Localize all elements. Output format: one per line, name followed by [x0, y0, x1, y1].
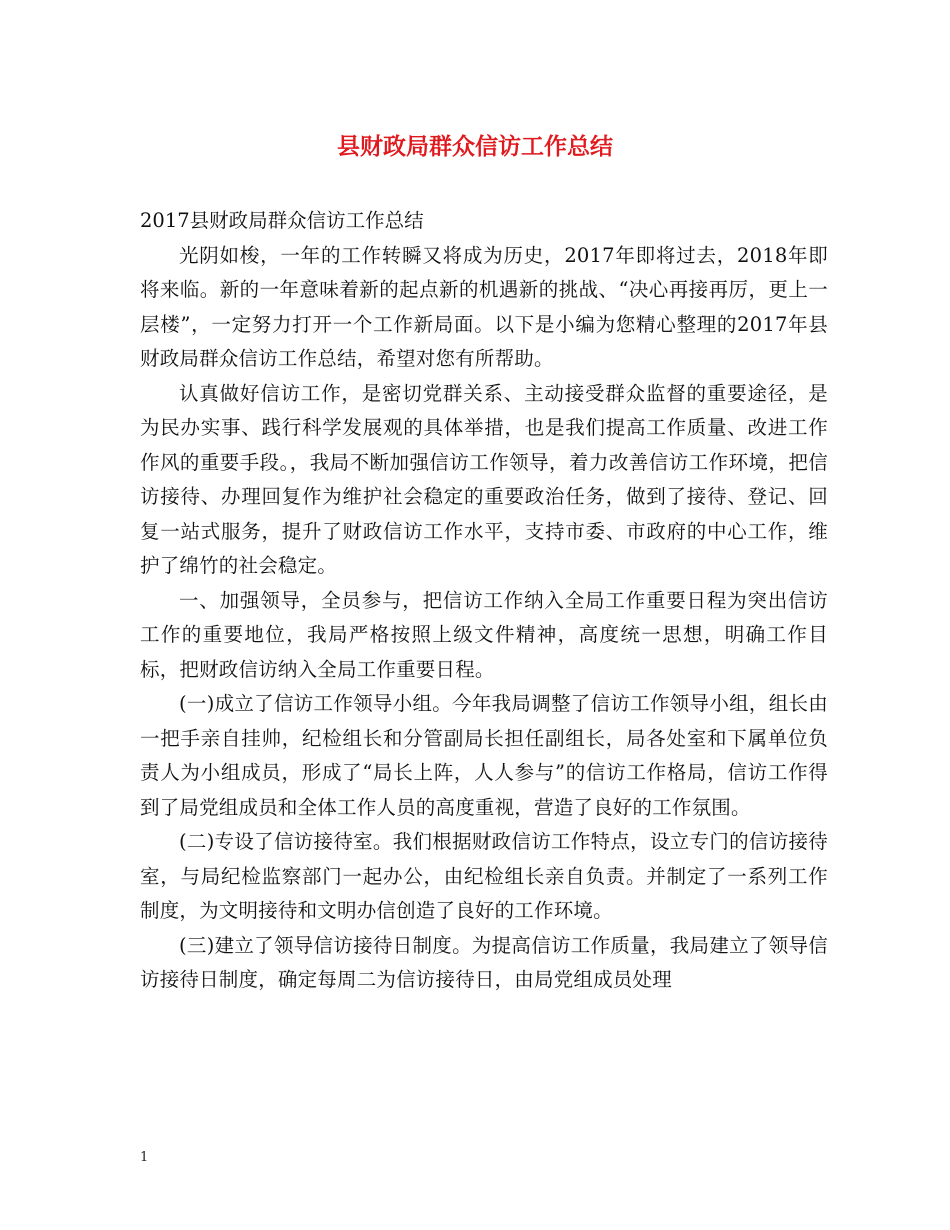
paragraph-item-3: (三)建立了领导信访接待日制度。为提高信访工作质量，我局建立了领导信访接待日制度，确定每周二为信访接待日，由局党组成员处理	[140, 933, 828, 991]
page-number: 1	[140, 1150, 149, 1165]
document-body	[140, 204, 828, 998]
document-title: 县财政局群众信访工作总结	[337, 133, 613, 160]
paragraph-item-2: (二)专设了信访接待室。我们根据财政信访工作特点，设立专门的信访接待室，与局纪检监察部门一起办公，由纪检组长亲自负责。并制定了一系列工作制度，为文明接待和文明办信创造了良好的工作环境。	[140, 830, 828, 922]
paragraph-overview: 认真做好信访工作，是密切党群关系、主动接受群众监督的重要途径，是为民办实事、践行科学发展观的具体举措，也是我们提高工作质量、改进工作作风的重要手段。，我局不断加强信访工作领导，着力改善信访工作环境，把信访接待、办理回复作为维护社会稳定的重要政治任务，做到了接待、登记、回复一站式服务，提升了财政信访工作水平，支持市委、市政府的中心工作，维护了绵竹的社会稳定。	[140, 381, 828, 577]
paragraph-intro: 光阴如梭，一年的工作转瞬又将成为历史，2017年即将过去，2018年即将来临。新的一年意味着新的起点新的机遇新的挑战、“决心再接再厉，更上一层楼”，一定努力打开一个工作新局面。以下是小编为您精心整理的2017年县财政局群众信访工作总结，希望对您有所帮助。	[140, 243, 828, 370]
document-subtitle: 2017县财政局群众信访工作总结	[140, 209, 424, 232]
paragraph-section-1: 一、加强领导，全员参与，把信访工作纳入全局工作重要日程为突出信访工作的重要地位，我局严格按照上级文件精神，高度统一思想，明确工作目标，把财政信访纳入全局工作重要日程。	[140, 588, 828, 681]
paragraph-item-1: (一)成立了信访工作领导小组。今年我局调整了信访工作领导小组，组长由一把手亲自挂帅，纪检组长和分管副局长担任副组长，局各处室和下属单位负责人为小组成员，形成了“局长上阵，人人参与”的信访工作格局，信访工作得到了局党组成员和全体工作人员的高度重视，营造了良好的工作氛围。	[140, 692, 828, 819]
